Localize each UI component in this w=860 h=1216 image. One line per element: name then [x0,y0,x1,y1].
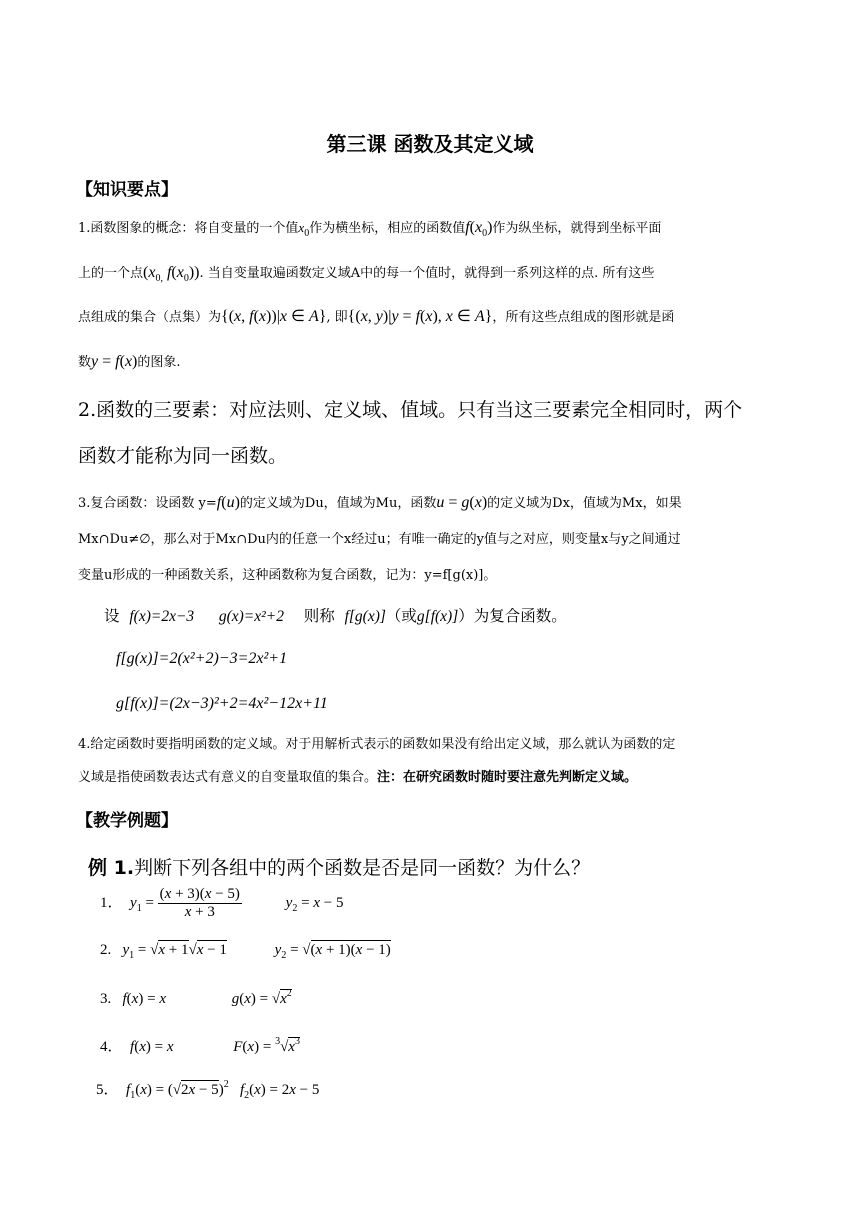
composite-intro: 设 f(x)=2x−3 g(x)=x²+2 则称 f[g(x)]（或g[f(x)]）为复合函数。 [104,607,567,625]
p1-line2: 上的一个点($x_{0,}$ $f(x_0)$). 当自变量取遍函数定义域A中的每一个值时，就得到一系列这样的点. 所有这些 [78,264,655,284]
p3-line1: 3.复合函数：设函数 y=f(u)的定义域为Du，值域为Mu，函数u = g(x)的定义域为Dx，值域为Mx，如果 [78,494,682,511]
p2-line1: 2.函数的三要素：对应法则、定义域、值域。只有当这三要素完全相同时，两个 [78,399,743,421]
page-title: 第三课 函数及其定义域 [326,132,534,156]
composite-eq-2: g[f(x)]=(2x−3)²+2=4x²−12x+11 [116,695,328,712]
example-item-5: 5． $f_1(x) = (√2x - 5)^2$ $f_2(x) = 2x - 5$ [96,1079,320,1101]
p2-line2: 函数才能称为同一函数。 [78,445,288,467]
example-item-1: 1． $y_1$ = $\frac{(x + 3)(x - 5)}{x + 3}$ $y_2 = x - 5$ [100,886,344,920]
section-heading-examples: 【教学例题】 [76,811,178,831]
example-item-3: 3. f(x) = x $g(x) = √x^2$ [100,988,292,1007]
p1-line4: 数y = f(x)的图象. [78,353,181,370]
p4-line2: 义域是指使函数表达式有意义的自变量取值的集合。注：在研究函数时随时要注意先判断定义域。 [78,770,638,785]
p1-line1: 1.函数图象的概念：将自变量的一个值$x_0$作为横坐标，相应的函数值$f(x_0)$作为纵坐标，就得到坐标平面 [78,219,662,239]
composite-eq-1: f[g(x)]=2(x²+2)−3=2x²+1 [116,650,288,667]
example-item-2: 2. $y_1 = √x + 1√x - 1$ $y_2 = √(x + 1)(x - 1)$ [100,942,391,961]
p4-line1: 4.给定函数时要指明函数的定义域。对于用解析式表示的函数如果没有给出定义域，那么就认为函数的定 [78,737,676,752]
p1-line3: 点组成的集合（点集）为{(x, f(x))|x ∈ A}, 即{(x, y)|y = f(x), x ∈ A}，所有这些点组成的图形就是函 [78,308,675,325]
example-item-4: 4． f(x) = x $F(x) = ^3√x^3$ [100,1036,300,1055]
p3-line2: Mx∩Du≠∅，那么对于Mx∩Du内的任意一个x经过u；有唯一确定的y值与之对应，则变量x与y之间通过 [78,532,681,547]
p3-line3: 变量u形成的一种函数关系，这种函数称为复合函数，记为：y=f[g(x)]。 [78,568,497,583]
example-1-heading: 例 1.判断下列各组中的两个函数是否是同一函数？为什么？ [88,857,591,879]
section-heading-knowledge: 【知识要点】 [76,180,178,200]
